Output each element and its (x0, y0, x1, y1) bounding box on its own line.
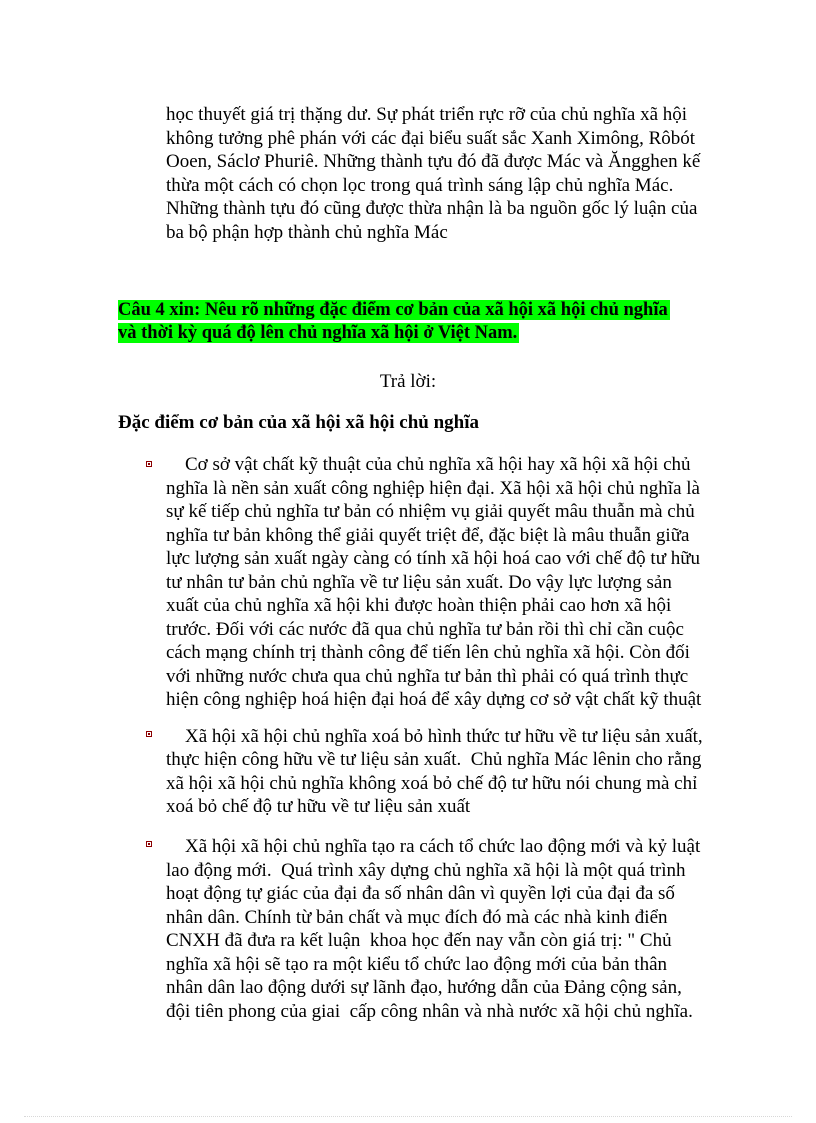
bullet-line: xã hội xã hội chủ nghĩa không xoá bỏ chế độ tư hữu nói chung mà chỉ (166, 773, 698, 794)
square-bullet-icon (146, 461, 153, 468)
intro-line: thừa một cách có chọn lọc trong quá trình sáng lập chủ nghĩa Mác. (166, 175, 674, 196)
answer-label: Trả lời: (379, 371, 437, 392)
intro-line: không tưởng phê phán với các đại biểu suất sắc Xanh Ximông, Rôbót (166, 128, 696, 149)
intro-line: học thuyết giá trị thặng dư. Sự phát triển rực rỡ của chủ nghĩa xã hội (166, 104, 688, 125)
question-line: Câu 4 xin: Nêu rõ những đặc điểm cơ bản của xã hội xã hội chủ nghĩa (118, 300, 668, 320)
question-heading (118, 299, 670, 345)
intro-line: ba bộ phận hợp thành chủ nghĩa Mác (166, 222, 448, 243)
bullet-line: nhân dân lao động dưới sự lãnh đạo, hướng dẫn của Đảng cộng sản, (166, 977, 682, 998)
bullet-line: với những nước chưa qua chủ nghĩa tư bản thì phải có quá trình thực (166, 666, 689, 687)
bullet-line: trước. Đối với các nước đã qua chủ nghĩa tư bản rồi thì chỉ cần cuộc (166, 619, 684, 640)
question-line: và thời kỳ quá độ lên chủ nghĩa xã hội ở Việt Nam. (118, 323, 518, 343)
bullet-line: lao động mới. Quá trình xây dựng chủ nghĩa xã hội là một quá trình (166, 860, 686, 881)
intro-line: Ooen, Sáclơ Phuriê. Những thành tựu đó đã được Mác và Ăngghen kế (166, 151, 701, 172)
bullet-line: xuất của chủ nghĩa xã hội khi được hoàn thiện phải cao hơn xã hội (166, 595, 672, 616)
bullet-line: nghĩa tư bản không thể giải quyết triệt để, đặc biệt là mâu thuẫn giữa (166, 525, 690, 546)
bullet-line: Xã hội xã hội chủ nghĩa tạo ra cách tổ chức lao động mới và kỷ luật (166, 836, 701, 857)
bullet-line: nhân dân. Chính từ bản chất và mục đích đó mà các nhà kinh điển (166, 907, 668, 928)
section-heading: Đặc điểm cơ bản của xã hội xã hội chủ nghĩa (118, 412, 480, 433)
bullet-line: Xã hội xã hội chủ nghĩa xoá bỏ hình thức tư hữu về tư liệu sản xuất, (166, 726, 703, 747)
bullet-line: nghĩa là nền sản xuất công nghiệp hiện đại. Xã hội xã hội chủ nghĩa là (166, 478, 700, 499)
bullet-line: thực hiện công hữu về tư liệu sản xuất. Chủ nghĩa Mác lênin cho rằng (166, 749, 702, 770)
bullet-line: đội tiên phong của giai cấp công nhân và nhà nước xã hội chủ nghĩa. (166, 1001, 693, 1022)
bullet-line: hoạt động tự giác của đại đa số nhân dân vì quyền lợi của đại đa số (166, 883, 675, 904)
bullet-line: xoá bỏ chế độ tư hữu về tư liệu sản xuất (166, 796, 471, 817)
bullet-line: lực lượng sản xuất ngày càng có tính xã hội hoá cao với chế độ tư hữu (166, 548, 701, 569)
bullet-line: hiện công nghiệp hoá hiện đại hoá để xây dựng cơ sở vật chất kỹ thuật (166, 689, 702, 710)
bullet-line: sự kế tiếp chủ nghĩa tư bản có nhiệm vụ giải quyết mâu thuẫn mà chủ (166, 501, 695, 522)
bullet-line: Cơ sở vật chất kỹ thuật của chủ nghĩa xã hội hay xã hội xã hội chủ (166, 454, 691, 475)
square-bullet-icon (146, 731, 153, 738)
intro-line: Những thành tựu đó cũng được thừa nhận là ba nguồn gốc lý luận của (166, 198, 698, 219)
page-bottom-divider (24, 1116, 792, 1117)
bullet-line: tư nhân tư bản chủ nghĩa về tư liệu sản xuất. Do vậy lực lượng sản (166, 572, 672, 593)
bullet-line: cách mạng chính trị thành công để tiến lên chủ nghĩa xã hội. Còn đối (166, 642, 690, 663)
bullet-line: nghĩa xã hội sẽ tạo ra một kiểu tổ chức lao động mới của bản thân (166, 954, 668, 975)
bullet-line: CNXH đã đưa ra kết luận khoa học đến nay vẫn còn giá trị: " Chủ (166, 930, 672, 951)
square-bullet-icon (146, 841, 153, 848)
